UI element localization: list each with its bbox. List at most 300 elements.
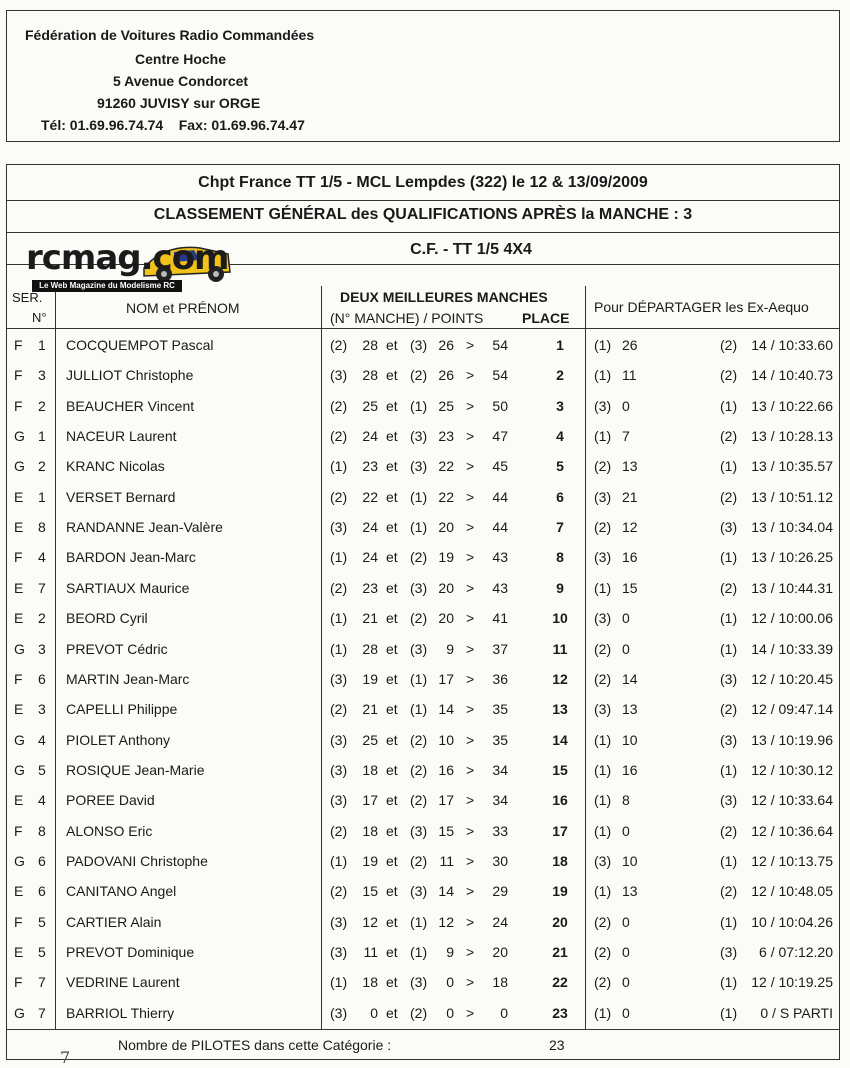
best-manche-2: (2)	[410, 610, 428, 627]
pilot-name: SARTIAUX Maurice	[66, 579, 190, 596]
table-row	[0, 573, 850, 603]
row-series: F	[14, 670, 23, 687]
best-manche-1: (3)	[330, 367, 348, 384]
pilot-name: BEORD Cyril	[66, 610, 148, 627]
tiebreak-points: 26	[622, 337, 638, 353]
tiebreak-best-manche: (1)	[720, 761, 738, 778]
tiebreak-points: 21	[622, 488, 638, 505]
best-points-2: 23	[438, 428, 454, 445]
best-points-1: 21	[362, 701, 378, 718]
best-manche-2: (3)	[410, 428, 428, 445]
best-points-2: 19	[438, 549, 454, 566]
best-points-1: 24	[362, 428, 378, 445]
tiebreak-points: 0	[622, 944, 630, 960]
best-manche-2: (2)	[410, 1004, 428, 1021]
classement-title: CLASSEMENT GÉNÉRAL des QUALIFICATIONS APRÈS la MANCHE : 3	[153, 206, 693, 223]
tiebreak-points: 13	[622, 458, 638, 475]
et-separator: et	[386, 701, 398, 718]
gt-separator: >	[466, 488, 475, 505]
total-points: 33	[492, 822, 508, 839]
best-points-2: 12	[438, 913, 454, 930]
total-points: 44	[492, 488, 508, 505]
tiebreak-best-manche: (1)	[720, 397, 738, 414]
best-points-1: 0	[370, 1004, 378, 1021]
tiebreak-points: 10	[622, 852, 638, 869]
tiebreak-best-manche: (1)	[720, 549, 738, 566]
tiebreak-score: 14 / 10:33.60	[751, 337, 833, 353]
best-points-1: 15	[362, 883, 378, 900]
best-manche-1: (2)	[330, 701, 348, 718]
tiebreak-points: 0	[622, 913, 630, 930]
row-series: E	[14, 944, 24, 960]
best-manche-2: (1)	[410, 944, 428, 960]
row-series: G	[14, 1004, 25, 1021]
tiebreak-points: 0	[622, 610, 630, 627]
logo-tagline: Le Web Magazine du Modelisme RC	[32, 280, 182, 292]
tiebreak-score: 13 / 10:35.57	[751, 458, 833, 475]
best-points-1: 28	[362, 337, 378, 353]
row-number: 6	[38, 883, 46, 900]
pilot-name: CAPELLI Philippe	[66, 701, 178, 718]
tiebreak-points: 16	[622, 761, 638, 778]
best-manche-2: (3)	[410, 579, 428, 596]
best-manche-1: (1)	[330, 974, 348, 991]
best-manche-2: (3)	[410, 337, 428, 353]
pilot-name: BARDON Jean-Marc	[66, 549, 196, 566]
row-series: G	[14, 458, 25, 475]
best-points-1: 25	[362, 397, 378, 414]
tiebreak-manche: (1)	[594, 367, 612, 384]
tiebreak-score: 12 / 10:33.64	[751, 792, 833, 809]
tiebreak-manche: (2)	[594, 974, 612, 991]
best-points-2: 11	[439, 852, 454, 869]
col-header-tiebreak: Pour DÉPARTAGER les Ex-Aequo	[594, 299, 809, 315]
place-rank: 11	[552, 640, 568, 657]
tiebreak-score: 12 / 10:48.05	[751, 883, 833, 900]
tiebreak-score: 12 / 10:30.12	[751, 761, 833, 778]
row-number: 5	[38, 944, 46, 960]
tiebreak-manche: (3)	[594, 610, 612, 627]
col-header-num: N°	[32, 310, 47, 325]
pilot-name: BARRIOL Thierry	[66, 1004, 175, 1021]
total-points: 54	[492, 337, 508, 353]
tiebreak-manche: (1)	[594, 822, 612, 839]
tiebreak-score: 12 / 10:36.64	[751, 822, 833, 839]
tiebreak-best-manche: (1)	[720, 610, 738, 627]
place-rank: 10	[552, 610, 568, 627]
gt-separator: >	[466, 822, 475, 839]
best-points-2: 15	[438, 822, 454, 839]
best-points-2: 10	[438, 731, 454, 748]
table-row	[0, 330, 850, 360]
gt-separator: >	[466, 852, 475, 869]
best-points-2: 17	[438, 670, 454, 687]
best-manche-2: (1)	[410, 397, 428, 414]
place-rank: 22	[552, 974, 568, 991]
best-manche-1: (1)	[330, 852, 348, 869]
row-number: 8	[38, 519, 46, 536]
total-points: 34	[492, 761, 508, 778]
tiebreak-best-manche: (2)	[720, 701, 738, 718]
row-number: 5	[38, 761, 46, 778]
et-separator: et	[386, 944, 398, 960]
table-row	[0, 846, 850, 876]
row-number: 6	[38, 670, 46, 687]
best-manche-1: (2)	[330, 822, 348, 839]
tiebreak-manche: (3)	[594, 852, 612, 869]
pilot-name: VERSET Bernard	[66, 488, 176, 505]
row-number: 1	[38, 488, 46, 505]
tiebreak-manche: (3)	[594, 397, 612, 414]
et-separator: et	[386, 428, 398, 445]
tiebreak-best-manche: (2)	[720, 337, 738, 353]
best-points-2: 16	[438, 761, 454, 778]
row-number: 3	[38, 640, 46, 657]
col-header-manche-points: (N° MANCHE) / POINTS	[330, 310, 484, 326]
pilot-name: PREVOT Dominique	[66, 944, 195, 960]
tiebreak-best-manche: (1)	[720, 913, 738, 930]
best-manche-2: (3)	[410, 458, 428, 475]
total-points: 24	[492, 913, 508, 930]
tiebreak-best-manche: (3)	[720, 731, 738, 748]
tiebreak-points: 13	[622, 883, 638, 900]
best-points-2: 20	[438, 610, 454, 627]
best-manche-1: (1)	[330, 610, 348, 627]
best-points-1: 18	[362, 761, 378, 778]
pilot-name: CANITANO Angel	[66, 883, 177, 900]
tiebreak-manche: (2)	[594, 519, 612, 536]
federation-phone-fax: Tél: 01.69.96.74.74 Fax: 01.69.96.74.47	[41, 117, 305, 133]
tiebreak-score: 13 / 10:19.96	[751, 731, 833, 748]
best-points-1: 24	[362, 549, 378, 566]
best-manche-2: (3)	[410, 822, 428, 839]
best-points-2: 9	[446, 944, 454, 960]
gt-separator: >	[466, 519, 475, 536]
row-series: F	[14, 822, 23, 839]
tiebreak-manche: (1)	[594, 428, 612, 445]
et-separator: et	[386, 458, 398, 475]
table-row	[0, 451, 850, 481]
row-series: F	[14, 397, 23, 414]
gt-separator: >	[466, 579, 475, 596]
row-series: G	[14, 852, 25, 869]
total-points: 43	[492, 579, 508, 596]
pilot-count-value: 23	[549, 1037, 565, 1053]
et-separator: et	[386, 367, 398, 384]
table-row	[0, 694, 850, 724]
place-rank: 1	[556, 337, 564, 353]
gt-separator: >	[466, 883, 475, 900]
place-rank: 7	[556, 519, 564, 536]
tiebreak-score: 0 / S PARTI	[760, 1004, 833, 1021]
place-rank: 13	[552, 701, 568, 718]
row-series: G	[14, 428, 25, 445]
row-series: F	[14, 337, 23, 353]
row-series: F	[14, 549, 23, 566]
category-title: C.F. - TT 1/5 4X4	[410, 241, 532, 258]
tiebreak-score: 14 / 10:40.73	[751, 367, 833, 384]
et-separator: et	[386, 579, 398, 596]
total-points: 41	[492, 610, 508, 627]
row-number: 3	[38, 367, 46, 384]
best-points-1: 19	[362, 670, 378, 687]
total-points: 29	[492, 883, 508, 900]
place-rank: 16	[552, 792, 568, 809]
row-number: 3	[38, 701, 46, 718]
table-row	[0, 755, 850, 785]
table-row	[0, 725, 850, 755]
best-points-2: 0	[446, 1004, 454, 1021]
tiebreak-score: 13 / 10:34.04	[751, 519, 833, 536]
best-points-1: 28	[362, 367, 378, 384]
table-row	[0, 664, 850, 694]
best-points-2: 17	[438, 792, 454, 809]
et-separator: et	[386, 731, 398, 748]
federation-city: 91260 JUVISY sur ORGE	[97, 95, 261, 111]
best-points-2: 25	[438, 397, 454, 414]
best-manche-2: (3)	[410, 640, 428, 657]
divider	[7, 200, 839, 201]
et-separator: et	[386, 1004, 398, 1021]
best-manche-2: (1)	[410, 670, 428, 687]
pilot-name: JULLIOT Christophe	[66, 367, 194, 384]
best-manche-1: (2)	[330, 337, 348, 353]
best-manche-1: (1)	[330, 458, 348, 475]
pilot-name: ROSIQUE Jean-Marie	[66, 761, 205, 778]
tiebreak-best-manche: (3)	[720, 519, 738, 536]
tiebreak-points: 0	[622, 397, 630, 414]
tiebreak-points: 0	[622, 640, 630, 657]
total-points: 35	[492, 701, 508, 718]
place-rank: 3	[556, 397, 564, 414]
best-manche-2: (1)	[410, 913, 428, 930]
row-series: E	[14, 610, 24, 627]
pilot-name: CARTIER Alain	[66, 913, 162, 930]
federation-street: 5 Avenue Condorcet	[113, 73, 249, 89]
place-rank: 17	[552, 822, 568, 839]
row-number: 7	[38, 579, 46, 596]
table-row	[0, 603, 850, 633]
total-points: 20	[492, 944, 508, 960]
best-manche-2: (1)	[410, 519, 428, 536]
margin-mark: 7	[60, 1048, 71, 1067]
tiebreak-manche: (2)	[594, 640, 612, 657]
gt-separator: >	[466, 944, 475, 960]
tiebreak-manche: (2)	[594, 458, 612, 475]
tiebreak-points: 10	[622, 731, 638, 748]
gt-separator: >	[466, 367, 475, 384]
tiebreak-manche: (3)	[594, 549, 612, 566]
gt-separator: >	[466, 610, 475, 627]
best-points-2: 20	[438, 579, 454, 596]
tiebreak-manche: (2)	[594, 670, 612, 687]
best-manche-2: (3)	[410, 974, 428, 991]
et-separator: et	[386, 397, 398, 414]
best-manche-1: (2)	[330, 397, 348, 414]
row-number: 4	[38, 549, 46, 566]
tiebreak-manche: (1)	[594, 883, 612, 900]
tiebreak-points: 0	[622, 974, 630, 991]
federation-centre: Centre Hoche	[135, 51, 227, 67]
row-number: 5	[38, 913, 46, 930]
table-row	[0, 634, 850, 664]
tiebreak-best-manche: (2)	[720, 428, 738, 445]
best-manche-2: (1)	[410, 701, 428, 718]
place-rank: 14	[552, 731, 568, 748]
best-manche-1: (3)	[330, 670, 348, 687]
row-series: G	[14, 761, 25, 778]
et-separator: et	[386, 792, 398, 809]
place-rank: 23	[552, 1004, 568, 1021]
tiebreak-points: 13	[622, 701, 638, 718]
gt-separator: >	[466, 761, 475, 778]
tiebreak-manche: (3)	[594, 701, 612, 718]
gt-separator: >	[466, 731, 475, 748]
federation-name: Fédération de Voitures Radio Commandées	[25, 27, 315, 43]
tiebreak-best-manche: (3)	[720, 670, 738, 687]
tiebreak-points: 16	[622, 549, 638, 566]
best-points-1: 25	[362, 731, 378, 748]
row-series: F	[14, 367, 23, 384]
pilot-name: PREVOT Cédric	[66, 640, 168, 657]
best-manche-1: (2)	[330, 428, 348, 445]
place-rank: 8	[556, 549, 564, 566]
pilot-name: NACEUR Laurent	[66, 428, 177, 445]
place-rank: 15	[552, 761, 568, 778]
divider	[7, 232, 839, 233]
best-points-2: 14	[438, 883, 454, 900]
gt-separator: >	[466, 549, 475, 566]
tiebreak-manche: (2)	[594, 913, 612, 930]
table-row	[0, 937, 850, 967]
best-points-1: 23	[362, 579, 378, 596]
table-row	[0, 785, 850, 815]
et-separator: et	[386, 974, 398, 991]
gt-separator: >	[466, 458, 475, 475]
tiebreak-manche: (1)	[594, 1004, 612, 1021]
tiebreak-points: 15	[622, 579, 638, 596]
tiebreak-score: 13 / 10:22.66	[751, 397, 833, 414]
place-rank: 20	[552, 913, 568, 930]
et-separator: et	[386, 519, 398, 536]
best-points-1: 23	[362, 458, 378, 475]
tiebreak-best-manche: (2)	[720, 367, 738, 384]
total-points: 30	[492, 852, 508, 869]
tiebreak-manche: (1)	[594, 792, 612, 809]
gt-separator: >	[466, 1004, 475, 1021]
best-manche-1: (3)	[330, 519, 348, 536]
place-rank: 19	[552, 883, 568, 900]
best-points-2: 22	[438, 488, 454, 505]
best-points-1: 18	[362, 822, 378, 839]
best-manche-2: (2)	[410, 852, 428, 869]
row-series: F	[14, 913, 23, 930]
table-row	[0, 816, 850, 846]
gt-separator: >	[466, 397, 475, 414]
best-manche-1: (3)	[330, 731, 348, 748]
et-separator: et	[386, 913, 398, 930]
row-number: 1	[38, 337, 46, 353]
divider	[7, 328, 839, 329]
tiebreak-score: 12 / 10:20.45	[751, 670, 833, 687]
best-points-1: 24	[362, 519, 378, 536]
place-rank: 21	[552, 944, 568, 960]
gt-separator: >	[466, 670, 475, 687]
tiebreak-best-manche: (1)	[720, 1004, 738, 1021]
best-manche-2: (2)	[410, 549, 428, 566]
row-number: 7	[38, 974, 46, 991]
total-points: 37	[492, 640, 508, 657]
best-points-1: 19	[362, 852, 378, 869]
best-manche-2: (2)	[410, 761, 428, 778]
best-manche-2: (2)	[410, 731, 428, 748]
pilot-name: COCQUEMPOT Pascal	[66, 337, 214, 353]
tiebreak-manche: (2)	[594, 944, 612, 960]
pilot-name: KRANC Nicolas	[66, 458, 165, 475]
row-number: 2	[38, 458, 46, 475]
total-points: 50	[492, 397, 508, 414]
et-separator: et	[386, 852, 398, 869]
col-header-place: PLACE	[522, 310, 570, 326]
best-manche-2: (2)	[410, 367, 428, 384]
place-rank: 4	[556, 428, 564, 445]
best-manche-1: (2)	[330, 883, 348, 900]
tiebreak-manche: (1)	[594, 337, 612, 353]
col-header-name: NOM et PRÉNOM	[126, 300, 240, 316]
pilot-name: PADOVANI Christophe	[66, 852, 208, 869]
tiebreak-manche: (3)	[594, 488, 612, 505]
pilot-name: VEDRINE Laurent	[66, 974, 180, 991]
row-series: E	[14, 701, 24, 718]
pilot-count-label: Nombre de PILOTES dans cette Catégorie :	[118, 1037, 392, 1053]
pilot-name: ALONSO Eric	[66, 822, 153, 839]
best-manche-2: (3)	[410, 883, 428, 900]
et-separator: et	[386, 610, 398, 627]
divider	[7, 1029, 839, 1030]
col-header-best: DEUX MEILLEURES MANCHES	[340, 289, 548, 305]
tiebreak-best-manche: (1)	[720, 640, 738, 657]
gt-separator: >	[466, 701, 475, 718]
tiebreak-score: 14 / 10:33.39	[751, 640, 833, 657]
pilot-name: POREE David	[66, 792, 155, 809]
total-points: 36	[492, 670, 508, 687]
tiebreak-score: 12 / 10:19.25	[751, 974, 833, 991]
logo-wordmark: rcmag.com	[26, 238, 229, 278]
tiebreak-best-manche: (3)	[720, 944, 738, 960]
row-number: 4	[38, 792, 46, 809]
tiebreak-score: 13 / 10:26.25	[751, 549, 833, 566]
best-points-2: 9	[446, 640, 454, 657]
tiebreak-best-manche: (2)	[720, 822, 738, 839]
best-manche-1: (3)	[330, 944, 348, 960]
best-manche-2: (1)	[410, 488, 428, 505]
tiebreak-best-manche: (2)	[720, 883, 738, 900]
et-separator: et	[386, 761, 398, 778]
table-row	[0, 876, 850, 906]
row-number: 8	[38, 822, 46, 839]
table-row	[0, 998, 850, 1028]
tiebreak-score: 12 / 09:47.14	[751, 701, 833, 718]
row-series: G	[14, 640, 25, 657]
pilot-name: MARTIN Jean-Marc	[66, 670, 190, 687]
row-number: 4	[38, 731, 46, 748]
total-points: 43	[492, 549, 508, 566]
best-manche-1: (3)	[330, 761, 348, 778]
place-rank: 2	[556, 367, 564, 384]
best-points-1: 12	[362, 913, 378, 930]
tiebreak-score: 13 / 10:51.12	[751, 488, 833, 505]
tiebreak-score: 13 / 10:28.13	[751, 428, 833, 445]
